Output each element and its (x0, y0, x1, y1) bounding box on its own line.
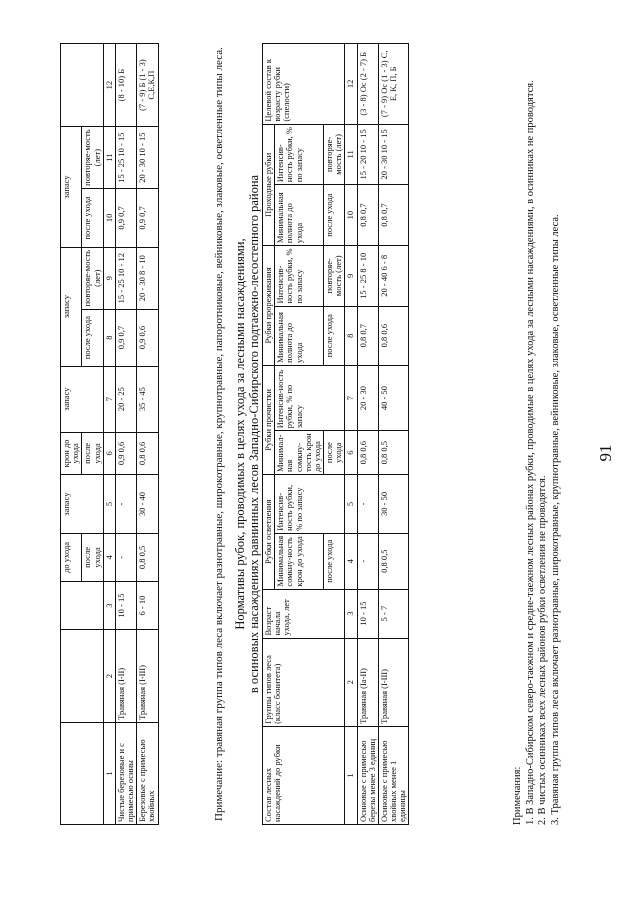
column-number: 1 (103, 722, 115, 824)
header-cell: после ухода (82, 189, 103, 248)
column-number: 3 (103, 581, 115, 630)
stand-composition: Осиновые с примесью хвойных менее 1 единицы (378, 726, 409, 824)
notes-block (512, 35, 562, 825)
header-cell: Целевой состав к возрасту рубки (спелости) (263, 44, 345, 125)
header-cell: запасу (61, 127, 82, 248)
table-cell: 30 - 40 (137, 475, 158, 534)
page-number: 91 (596, 444, 615, 462)
header-cell: крон до ухода (61, 432, 82, 474)
section-title (233, 43, 262, 825)
column-number: 10 (345, 185, 357, 246)
table-cell: 35 - 45 (137, 366, 158, 432)
table-cell: 0,8 0,6 (137, 432, 158, 474)
table-row (115, 44, 136, 825)
table-cell: 0,8 0,5 (137, 534, 158, 582)
start-age: 10 - 15 (115, 581, 136, 630)
table-header-row (61, 44, 82, 825)
column-number: 4 (345, 533, 357, 589)
header-cell: Интенсив-ность рубки, % по запасу (275, 475, 345, 534)
table-cell: 0,8 0,5 (378, 431, 409, 475)
column-number: 6 (345, 431, 357, 475)
column-number: 6 (103, 432, 115, 474)
header-cell: после ухода (324, 431, 345, 475)
title-line-1: Нормативы рубок, проводимых в целях ухода за лесными насаждениями, (233, 238, 247, 630)
header-cell: после ухода (82, 309, 103, 366)
table-aspen-stands (262, 43, 409, 825)
target-composition: (3 - 8) Ос (2 - 7) Б (357, 44, 378, 125)
table-cell: 15 - 25 10 - 12 (115, 247, 136, 309)
header-cell: Минимальная полнота до ухода (275, 185, 324, 246)
table-cell: 0,8 0,7 (357, 185, 378, 246)
title-line-2: в осиновых насаждениях равнинных лесов Западно-Сибирского подтаежно-лесостепного района (247, 174, 262, 694)
header-cell: повторяе-мость (лет) (324, 246, 345, 306)
start-age: 6 - 10 (137, 581, 158, 630)
header-cell: Группы типов леса (класс бонитета) (263, 638, 345, 726)
column-number: 4 (103, 534, 115, 582)
header-cell: до ухода (61, 534, 82, 582)
header-cell: Интенсив-ность рубки, % по запасу (275, 124, 324, 184)
start-age: 10 - 15 (357, 589, 378, 638)
column-number: 11 (103, 127, 115, 189)
forest-type-group: Травяная (I-II) (115, 630, 136, 723)
table-cell: 15 - 25 10 - 15 (115, 127, 136, 189)
header-cell: Проходные рубки (263, 124, 275, 245)
table1-note: Примечание: травяная группа типов леса включает разнотравные, широкотравные, крупнотравные, папоротниковые, вейниковые, злаковые, осветленные типы леса. (213, 47, 225, 821)
header-cell: запасу (61, 475, 104, 534)
column-number: 9 (103, 247, 115, 309)
column-number: 10 (103, 189, 115, 248)
header-cell: после ухода (324, 185, 345, 246)
header-cell: после ухода (324, 533, 345, 589)
target-composition: (8 - 10) Б (115, 44, 136, 127)
table-birch-stands (60, 43, 159, 825)
column-number: 8 (103, 309, 115, 366)
table-cell: - (357, 533, 378, 589)
header-cell: Возраст начала ухода, лет (263, 589, 345, 638)
column-number: 7 (103, 366, 115, 432)
table-cell: 30 - 50 (378, 475, 409, 534)
table-row (357, 44, 378, 825)
table-cell: 15 - 20 10 - 15 (357, 124, 378, 184)
table-cell: 20 - 30 10 - 15 (137, 127, 158, 189)
column-number: 2 (345, 638, 357, 726)
column-number: 11 (345, 124, 357, 184)
note-item: 1. В Западно-Сибирском северо-таежном и средне-таежном лесных районах рубки, проводимые в целях ухода за лесными насаждениями, в осинниках не проводятся. (524, 80, 536, 825)
header-cell: запасу (61, 247, 82, 366)
forest-type-group: Травяная (I-III) (378, 638, 409, 726)
table-cell: 0,9 0,7 (115, 309, 136, 366)
column-number: 12 (103, 44, 115, 127)
table-cell: 0,9 0,7 (137, 189, 158, 248)
header-cell: повторяе-мость (лет) (324, 124, 345, 184)
note-item: 3. Травяная группа типов леса включает разнотравные, широкотравные, крупнотравные, вейниковые, злаковые, осветленные типы леса. (549, 214, 561, 825)
header-cell: Интенсив-ность рубки, % по запасу (275, 365, 345, 430)
header-cell: Минимал-ная сомкну-тость крон до ухода (275, 431, 324, 475)
column-number: 1 (345, 726, 357, 824)
header-cell: после ухода (82, 432, 103, 474)
table-cell: 0,8 0,7 (357, 306, 378, 365)
header-cell: Минимальная полнота до ухода (275, 306, 324, 365)
table-cell: 0,9 0,6 (137, 309, 158, 366)
table-cell: 20 - 30 (357, 365, 378, 430)
table-cell: 0,8 0,6 (378, 306, 409, 365)
column-number: 5 (103, 475, 115, 534)
column-number: 12 (345, 44, 357, 125)
table-row (137, 44, 158, 825)
table-cell: 0,9 0,7 (115, 189, 136, 248)
table-cell: 20 - 40 6 - 8 (378, 246, 409, 306)
forest-type-group: Травяная (I-III) (137, 630, 158, 723)
table-cell: 0,8 0,7 (378, 185, 409, 246)
table-cell: 20 - 30 10 - 15 (378, 124, 409, 184)
notes-heading: Примечания: (512, 766, 523, 825)
table-row (378, 44, 409, 825)
header-cell: Минимальная сомкну-ность крон до ухода (275, 533, 324, 589)
column-number: 2 (103, 630, 115, 723)
table-cell: - (115, 534, 136, 582)
stand-composition: Осиновые с примесью березы менее 3 единиц (357, 726, 378, 824)
table-cell: - (115, 475, 136, 534)
header-cell: повторяе-мость (лет) (82, 247, 103, 309)
header-cell: после ухода (82, 534, 103, 582)
forest-type-group: Травяная (Ia-II) (357, 638, 378, 726)
table-cell: 15 - 25 8 - 10 (357, 246, 378, 306)
column-number: 9 (345, 246, 357, 306)
header-cell: Рубки прочистки (263, 365, 275, 474)
stand-composition: Березовые с примесью хвойных (137, 722, 158, 824)
target-composition: (7 - 9) Б (1 - 3) С,Е,К,П (137, 44, 158, 127)
table-cell: 40 - 50 (378, 365, 409, 430)
header-cell: после ухода (324, 306, 345, 365)
header-cell: запасу (61, 366, 104, 432)
column-number: 3 (345, 589, 357, 638)
note-item: 2. В чистых осинниках всех лесных районов рубки осветления не проводятся. (537, 475, 549, 825)
column-number: 5 (345, 475, 357, 534)
start-age: 5 - 7 (378, 589, 409, 638)
column-number-row (345, 44, 357, 825)
stand-composition: Чистые березовые и с примесью осины (115, 722, 136, 824)
header-cell: Состав лесных насаждений до рубки (263, 726, 345, 824)
header-cell: Рубки осветления (263, 475, 275, 590)
column-number: 8 (345, 306, 357, 365)
table-cell: 0,9 0,6 (115, 432, 136, 474)
table-cell: 0,8 0,6 (357, 431, 378, 475)
column-number-row (103, 44, 115, 825)
table-cell: 20 - 25 (115, 366, 136, 432)
header-cell: Рубки прореживания (263, 246, 275, 366)
table-cell: 20 - 30 8 - 10 (137, 247, 158, 309)
table-cell: - (357, 475, 378, 534)
table-cell: 0,8 0,5 (378, 533, 409, 589)
table-header-row (263, 44, 275, 825)
target-composition: (7 - 9) Ос (1 - 3) С, Е, К, П, Б (378, 44, 409, 125)
header-cell: Интенсив-ность рубки, % по запасу (275, 246, 324, 306)
column-number: 7 (345, 365, 357, 430)
header-cell: повторяе-мость (лет) (82, 127, 103, 189)
